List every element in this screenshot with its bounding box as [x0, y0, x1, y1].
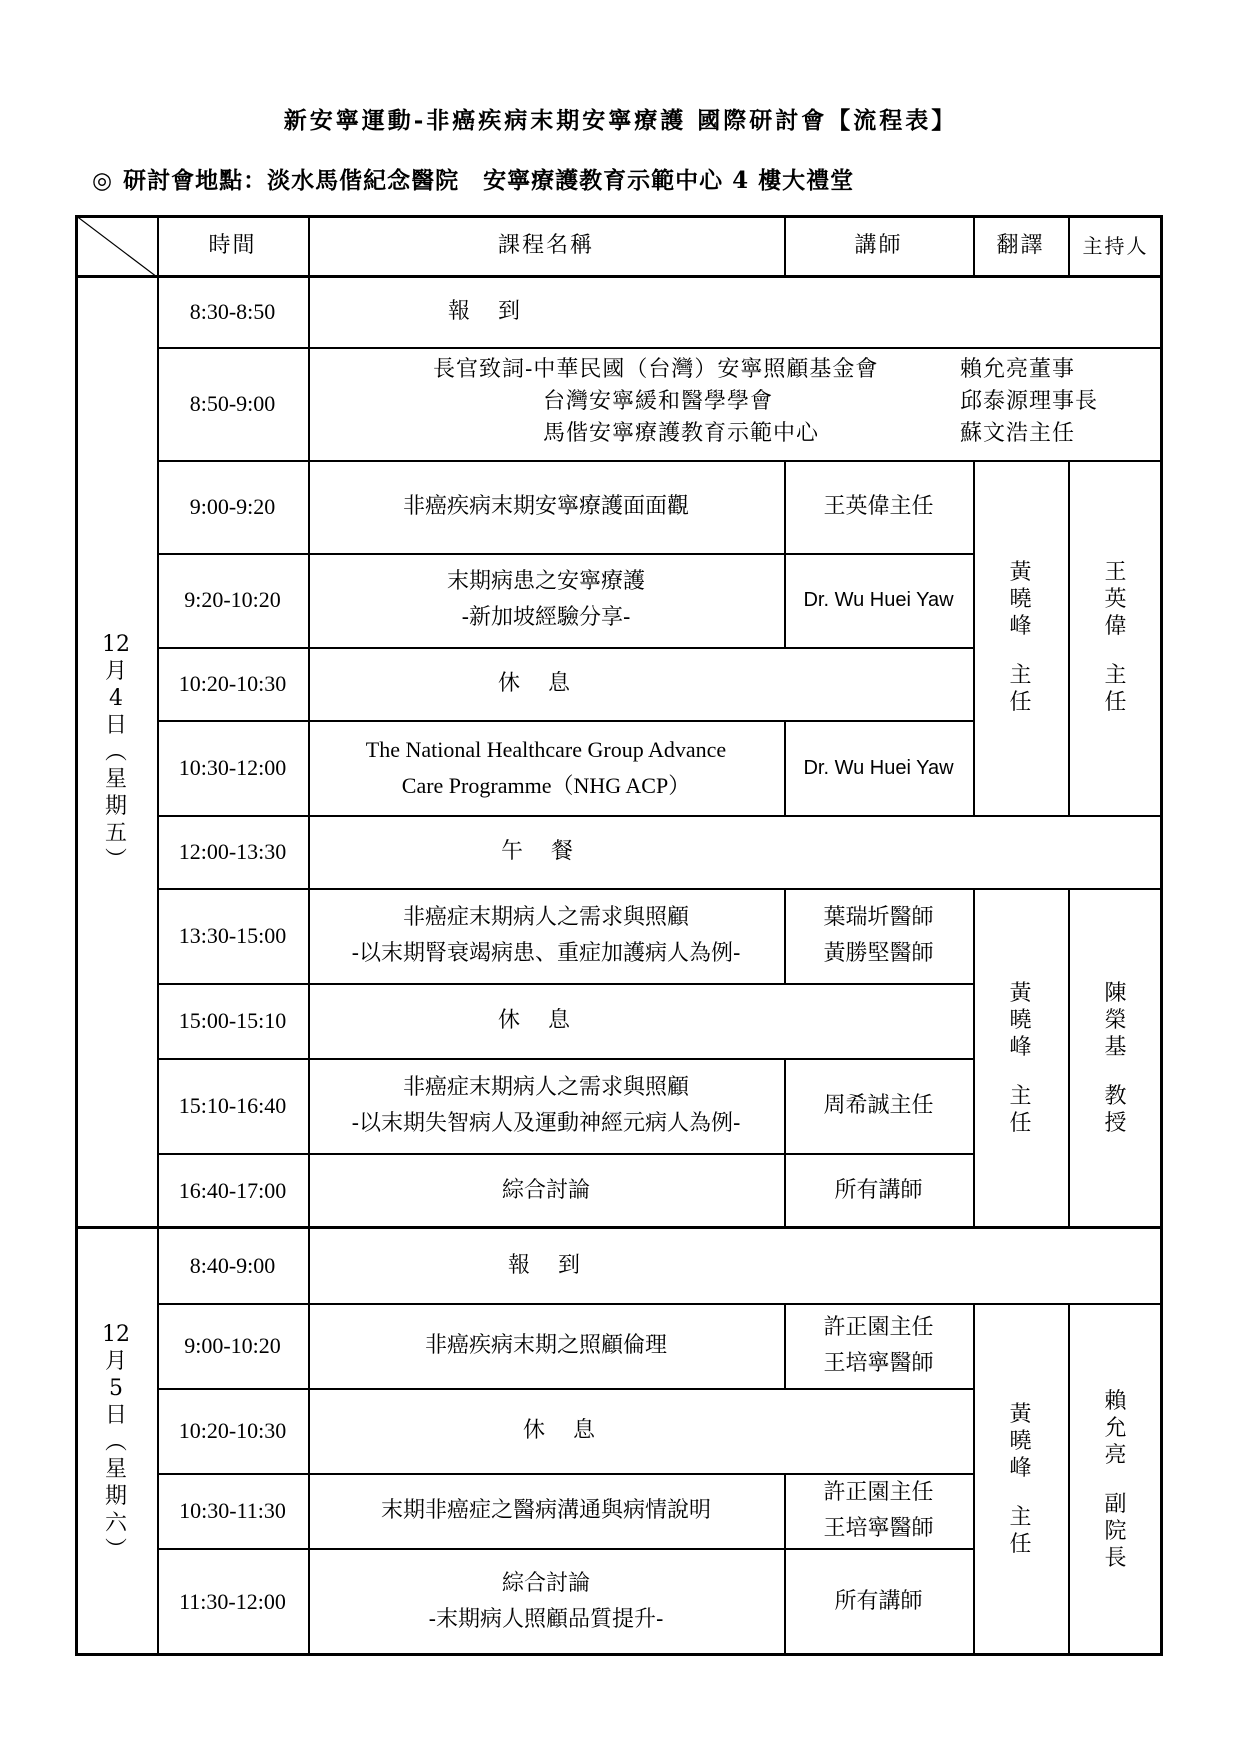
translator-name-char: 曉 [1009, 587, 1032, 612]
host-name [1104, 1388, 1126, 1572]
greeting-person: 邱泰源理事長 [960, 389, 1099, 414]
col-sep-translator [1068, 460, 1070, 815]
date-label-char: 日 [104, 713, 127, 738]
day-divider [75, 1226, 1163, 1229]
course-name: 綜合討論 [501, 1571, 590, 1596]
date-label-char: 星 [104, 1456, 127, 1482]
time-cell [157, 815, 308, 888]
course-name: 休息 [523, 1417, 624, 1443]
speaker-cell [784, 1058, 973, 1153]
speaker-name: 王英偉主任 [823, 493, 934, 519]
speaker-name: 葉瑞圻醫師 [823, 904, 934, 930]
full-row-cell [308, 815, 1163, 888]
time-cell [157, 1228, 308, 1303]
course-cell [308, 888, 784, 983]
translator-name-char: 黃 [1009, 980, 1032, 1006]
header-host [1068, 215, 1163, 277]
translator-name [1009, 559, 1031, 716]
greeting-cell [308, 347, 1163, 460]
row-divider [157, 647, 973, 649]
speaker-name: 許正園主任 [823, 1479, 934, 1505]
time-cell [157, 277, 308, 347]
session-time: 11:30-12:00 [179, 1589, 286, 1614]
host-name-char: 任 [1104, 690, 1127, 715]
header-speaker-label: 講師 [854, 233, 903, 258]
translator-cell [973, 460, 1068, 815]
course-name: 報到 [448, 299, 549, 324]
time-cell [157, 1388, 308, 1473]
full-row-cell [308, 277, 1163, 347]
speaker-cell [784, 720, 973, 815]
course-subtitle: -末期病人照顧品質提升- [428, 1607, 664, 1632]
session-time: 10:20-10:30 [178, 1417, 287, 1443]
speaker-name: 所有講師 [834, 1177, 923, 1203]
course-subtitle: -以末期腎衰竭病患、重症加護病人為例- [351, 940, 741, 966]
session-time: 13:30-15:00 [178, 922, 287, 948]
speaker-cell [784, 460, 973, 553]
course-name: 非癌症末期病人之需求與照顧 [402, 904, 689, 930]
host-cell [1068, 1303, 1163, 1656]
col-sep-course [784, 460, 786, 553]
col-sep-translator [1068, 1303, 1070, 1656]
speaker-cell [784, 1153, 973, 1228]
speaker-name: 王培寧醫師 [823, 1515, 934, 1541]
host-name-char: 副 [1104, 1491, 1127, 1517]
date-label-char: 六 [104, 1510, 127, 1536]
table-border-right [1160, 215, 1163, 1656]
course-cell [308, 1473, 784, 1548]
translator-cell [973, 1303, 1068, 1656]
course-subtitle: -以末期失智病人及運動神經元病人為例- [351, 1110, 741, 1136]
host-name-char: 陳 [1104, 980, 1127, 1006]
greeting-person: 賴允亮董事 [960, 357, 1076, 382]
host-name-char: 授 [1104, 1110, 1127, 1136]
row-divider [157, 553, 973, 555]
host-name-char: 允 [1104, 1415, 1127, 1441]
date-label-char: 4 [109, 686, 123, 711]
host-name-char: 主 [1104, 663, 1127, 688]
translator-name-char: 曉 [1009, 1429, 1032, 1454]
col-sep-course [784, 1153, 786, 1228]
course-name: The National Healthcare Group Advance [365, 736, 727, 762]
row-divider [157, 815, 1163, 817]
speaker-name: 許正園主任 [823, 1314, 934, 1340]
speaker-cell [784, 1473, 973, 1548]
break-cell [308, 647, 973, 720]
header-diagonal [75, 215, 157, 277]
time-cell [157, 1548, 308, 1656]
translator-name-char: 曉 [1009, 1007, 1032, 1033]
host-name-char: 亮 [1104, 1442, 1127, 1468]
col-sep-speaker [973, 1303, 975, 1656]
session-time: 8:40-9:00 [189, 1252, 276, 1278]
break-cell [308, 983, 973, 1058]
date-label-char: 期 [104, 1483, 127, 1509]
col-sep-course [784, 1058, 786, 1153]
header-time [157, 215, 308, 277]
break-cell [308, 1388, 973, 1473]
row-divider [157, 888, 1163, 890]
header-divider [75, 275, 1163, 278]
date-label-char: 月 [104, 1348, 127, 1374]
date-label [102, 1321, 130, 1564]
col-sep-course [784, 1473, 786, 1548]
time-cell [157, 460, 308, 553]
venue-text: 研討會地點：淡水馬偕紀念醫院 安寧療護教育示範中心 4 樓大禮堂 [123, 167, 855, 194]
speaker-cell [784, 1548, 973, 1656]
date-label-char: ︵ [104, 740, 127, 765]
course-cell [308, 720, 784, 815]
translator-name [1009, 1401, 1031, 1558]
speaker-name: Dr. Wu Huei Yaw [803, 589, 954, 611]
date-cell [75, 1228, 157, 1656]
row-divider [157, 1058, 973, 1060]
session-time: 10:30-11:30 [179, 1497, 286, 1523]
speaker-name: Dr. Wu Huei Yaw [803, 756, 954, 779]
time-cell [157, 553, 308, 647]
header-translator [973, 215, 1068, 277]
time-cell [157, 647, 308, 720]
date-label-char: 5 [109, 1375, 123, 1401]
course-name: 綜合討論 [501, 1177, 590, 1203]
col-sep-translator [1068, 888, 1070, 1228]
translator-name-char: 主 [1009, 1505, 1032, 1530]
session-time: 16:40-17:00 [178, 1177, 287, 1203]
session-time: 9:20-10:20 [184, 587, 281, 612]
session-time: 15:10-16:40 [178, 1092, 287, 1118]
translator-name-char: 黃 [1009, 560, 1032, 585]
date-label-char: 星 [104, 767, 127, 792]
translator-name-char: 任 [1009, 690, 1032, 715]
course-name: 非癌症末期病人之需求與照顧 [402, 1074, 689, 1100]
col-sep-speaker-head [973, 215, 975, 277]
translator-cell [973, 888, 1068, 1228]
course-cell [308, 553, 784, 647]
speaker-name: 周希誠主任 [823, 1092, 934, 1118]
col-sep-speaker [973, 460, 975, 815]
host-cell [1068, 460, 1163, 815]
course-name: 非癌疾病末期安寧療護面面觀 [402, 493, 689, 519]
speaker-cell [784, 553, 973, 647]
session-time: 15:00-15:10 [178, 1007, 287, 1033]
date-label-char: 12 [102, 632, 130, 657]
session-time: 10:20-10:30 [178, 670, 287, 696]
col-sep-date [157, 215, 159, 1656]
date-cell [75, 277, 157, 1228]
row-divider [157, 347, 1163, 349]
col-sep-speaker [973, 888, 975, 1228]
table-border-bottom [75, 1653, 1163, 1656]
course-cell [308, 1303, 784, 1388]
session-time: 9:00-10:20 [184, 1332, 281, 1358]
time-cell [157, 1153, 308, 1228]
translator-name-char: 峰 [1009, 1034, 1032, 1060]
course-subtitle: Care Programme（NHG ACP） [401, 772, 691, 798]
col-sep-time [308, 215, 310, 1656]
date-label-char: 日 [104, 1402, 127, 1428]
course-cell [308, 1153, 784, 1228]
row-divider [157, 1303, 1163, 1305]
time-cell [157, 1058, 308, 1153]
course-cell [308, 1058, 784, 1153]
date-label-char: 12 [102, 1321, 130, 1347]
header-speaker [784, 215, 973, 277]
translator-name-char: 峰 [1009, 1456, 1032, 1481]
venue-line [92, 162, 854, 195]
translator-name-char: 黃 [1009, 1402, 1032, 1427]
date-label-char: ︵ [104, 1429, 127, 1455]
row-divider [157, 983, 973, 985]
header-translator-label: 翻譯 [996, 233, 1045, 258]
date-label-char: ︶ [104, 1537, 127, 1563]
row-divider [157, 460, 1163, 462]
row-divider [157, 1548, 973, 1550]
session-time: 12:00-13:30 [178, 838, 287, 864]
speaker-cell [784, 888, 973, 983]
translator-name-char: 主 [1009, 1083, 1032, 1109]
time-cell [157, 983, 308, 1058]
col-sep-course-head [784, 215, 786, 277]
host-name [1104, 980, 1126, 1137]
col-sep-translator-head [1068, 215, 1070, 277]
full-row-cell [308, 1228, 1163, 1303]
host-name-char: 榮 [1104, 1007, 1127, 1033]
host-cell [1068, 888, 1163, 1228]
time-cell [157, 720, 308, 815]
session-time: 8:50-9:00 [189, 390, 276, 416]
date-label [102, 631, 130, 874]
schedule-table [75, 215, 1169, 1662]
row-divider [157, 1388, 973, 1390]
speaker-name: 所有講師 [834, 1589, 923, 1614]
host-name-char: 偉 [1104, 614, 1127, 639]
venue-mark: ◎ [92, 167, 114, 194]
header-host-label: 主持人 [1082, 234, 1149, 258]
translator-name-char: 任 [1009, 1110, 1032, 1136]
course-name: 休息 [498, 670, 599, 696]
page-title: 新安寧運動-非癌疾病末期安寧療護 國際研討會【流程表】 [283, 107, 958, 134]
speaker-cell [784, 1303, 973, 1388]
course-name: 午餐 [501, 838, 602, 864]
time-cell [157, 888, 308, 983]
table-border-top [75, 215, 1163, 218]
row-divider [157, 1153, 973, 1155]
translator-name-char: 峰 [1009, 614, 1032, 639]
translator-name-char: 主 [1009, 663, 1032, 688]
header-course [308, 215, 784, 277]
course-name: 末期非癌症之醫病溝通與病情說明 [380, 1497, 711, 1523]
header-diagonal-line [75, 215, 157, 277]
session-time: 8:30-8:50 [189, 299, 276, 324]
col-sep-course [784, 1303, 786, 1388]
session-time: 10:30-12:00 [178, 754, 287, 780]
speaker-name: 黃勝堅醫師 [823, 940, 934, 966]
course-name: 休息 [498, 1007, 599, 1033]
date-label-char: 月 [104, 659, 127, 684]
host-name-char: 英 [1104, 587, 1127, 612]
greeting-person: 蘇文浩主任 [960, 421, 1076, 446]
course-name: 非癌疾病末期之照顧倫理 [424, 1332, 667, 1358]
course-name: 報到 [508, 1252, 609, 1278]
row-divider [157, 720, 973, 722]
course-cell [308, 460, 784, 553]
host-name-char: 院 [1104, 1518, 1127, 1544]
translator-name [1009, 980, 1031, 1137]
host-name-char: 長 [1104, 1545, 1127, 1571]
date-label-char: ︶ [104, 848, 127, 873]
time-cell [157, 347, 308, 460]
greeting-org: 馬偕安寧療護教育示範中心 [543, 421, 820, 446]
time-cell [157, 1303, 308, 1388]
course-cell [308, 1548, 784, 1656]
header-time-label: 時間 [208, 233, 257, 258]
speaker-name: 王培寧醫師 [823, 1350, 934, 1376]
host-name-char: 賴 [1104, 1388, 1127, 1414]
col-sep-course [784, 553, 786, 647]
table-border-left [75, 215, 78, 1656]
greeting-org: 長官致詞-中華民國（台灣）安寧照顧基金會 [433, 357, 879, 382]
row-divider [157, 1473, 973, 1475]
col-sep-course [784, 888, 786, 983]
host-name-char: 教 [1104, 1083, 1127, 1109]
course-subtitle: -新加坡經驗分享- [461, 605, 631, 630]
time-cell [157, 1473, 308, 1548]
host-name [1104, 559, 1126, 716]
date-label-char: 期 [104, 794, 127, 819]
col-sep-course [784, 720, 786, 815]
greeting-org: 台灣安寧緩和醫學學會 [543, 389, 774, 414]
header-course-label: 課程名稱 [497, 233, 594, 258]
col-sep-course [784, 1548, 786, 1656]
translator-name-char: 任 [1009, 1532, 1032, 1557]
host-name-char: 王 [1104, 560, 1127, 585]
course-name: 末期病患之安寧療護 [446, 569, 645, 594]
session-time: 9:00-9:20 [189, 493, 276, 519]
host-name-char: 基 [1104, 1034, 1127, 1060]
date-label-char: 五 [104, 821, 127, 846]
